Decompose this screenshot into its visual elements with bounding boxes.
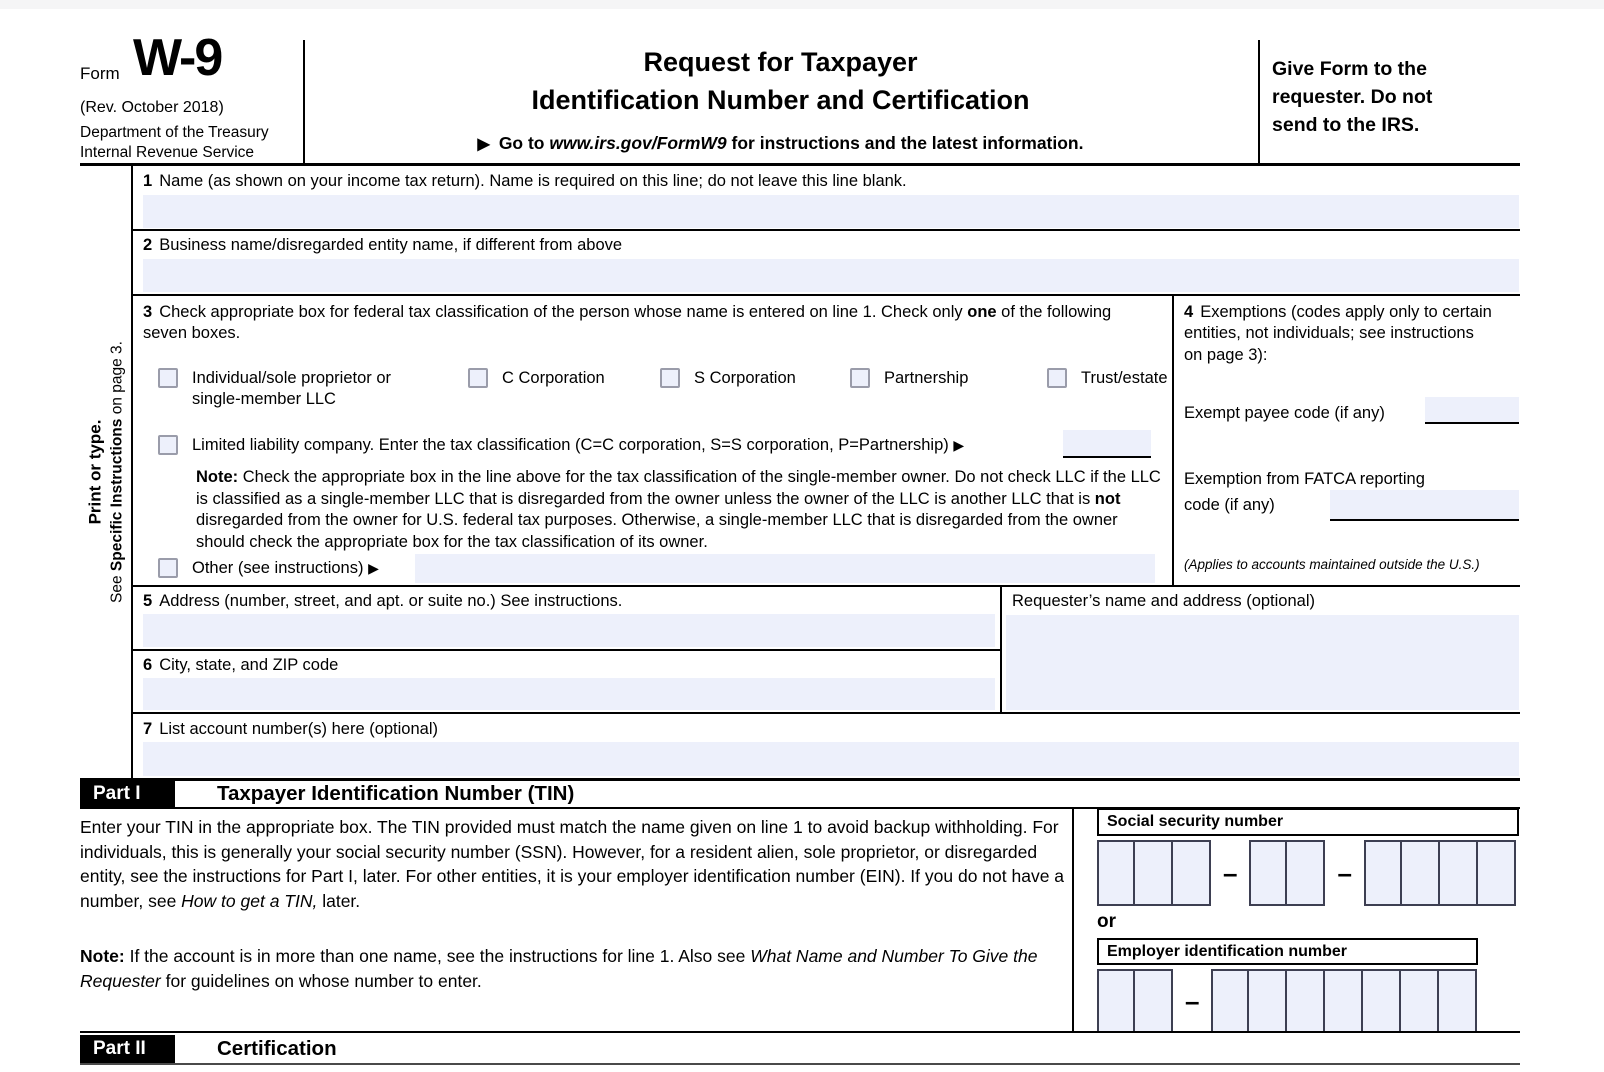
line5-label xyxy=(143,591,983,612)
name-input[interactable] xyxy=(143,195,1519,228)
checkbox-llc[interactable] xyxy=(158,435,178,455)
tin-cell-group xyxy=(1097,969,1173,1033)
form-title-line2: Identification Number and Certification xyxy=(531,84,1030,115)
label-text: Exemptions (codes apply only to certain entities, not individuals; see instructions on page 3): xyxy=(1184,303,1492,364)
line-number: 5 xyxy=(143,592,153,610)
ein-cell[interactable] xyxy=(1211,969,1249,1033)
line6-label xyxy=(143,655,983,676)
divider xyxy=(131,165,133,778)
page-top-edge xyxy=(0,0,1604,9)
italic-text: How to get a TIN, xyxy=(181,890,318,911)
goto-prefix-text: Go to xyxy=(498,132,550,153)
bold-text: Note: xyxy=(80,946,125,966)
account-numbers-input[interactable] xyxy=(143,742,1519,776)
part1-note xyxy=(80,944,1068,993)
ssn-cell[interactable] xyxy=(1249,840,1287,906)
exempt-payee-code-input[interactable] xyxy=(1425,397,1519,424)
ein-cell[interactable] xyxy=(1439,969,1477,1033)
label-text: later. xyxy=(317,890,361,911)
label-text: Check appropriate box for federal tax classification of the person whose name is entered on line 1. Check only xyxy=(159,303,968,321)
checkbox-c-corporation[interactable] xyxy=(468,368,488,388)
address-input[interactable] xyxy=(143,614,995,647)
goto-url-text: www.irs.gov/FormW9 xyxy=(549,132,727,153)
text-run: on page 3. xyxy=(108,340,125,419)
checkbox-label: S Corporation xyxy=(694,369,796,387)
other-arrow-icon: ▶ xyxy=(368,560,379,576)
ein-cell[interactable] xyxy=(1097,969,1135,1033)
checkbox-label: C Corporation xyxy=(502,369,605,387)
city-state-zip-input[interactable] xyxy=(143,678,995,710)
label-text: Limited liability company. Enter the tax classification (C=C corporation, S=S corporation, P=Partnership) xyxy=(192,436,949,454)
tax-class-option-c-corporation xyxy=(468,368,605,389)
form-title-line1: Request for Taxpayer xyxy=(643,47,918,77)
tin-cell-group xyxy=(1249,840,1325,906)
ssn-cell[interactable] xyxy=(1287,840,1325,906)
ein-cell[interactable] xyxy=(1287,969,1325,1033)
tin-dash: – xyxy=(1223,858,1238,888)
label-text: disregarded from the owner for U.S. federal tax purposes. Otherwise, a single-member LLC that is disregarded from the owner should check the appropriate box for the tax classification of its owner. xyxy=(196,511,1118,551)
line-number: 2 xyxy=(143,236,153,254)
sidebar-note xyxy=(80,165,131,778)
ssn-cell[interactable] xyxy=(1173,840,1211,906)
exempt-payee-label: Exempt payee code (if any) xyxy=(1184,404,1385,422)
form-title-block xyxy=(303,44,1258,154)
ein-cell[interactable] xyxy=(1135,969,1173,1033)
line-number: 4 xyxy=(1184,303,1194,321)
tax-class-option-partnership xyxy=(850,368,968,389)
divider xyxy=(80,1031,1520,1033)
tax-class-option-other xyxy=(158,558,379,579)
goto-suffix-text: for instructions and the latest information. xyxy=(726,132,1084,153)
tin-dash: – xyxy=(1185,986,1200,1016)
ssn-cell[interactable] xyxy=(1097,840,1135,906)
label-text: If the account is in more than one name, see the instructions for line 1. Also see xyxy=(124,946,751,966)
bold-text: Specific Instructions xyxy=(108,418,125,571)
ssn-cell[interactable] xyxy=(1364,840,1402,906)
requester-label: Requester’s name and address (optional) xyxy=(1012,592,1315,610)
or-label: or xyxy=(1097,911,1116,932)
label-text: City, state, and ZIP code xyxy=(159,656,339,674)
sidebar-rotated-text xyxy=(85,341,126,603)
see-instructions-text xyxy=(108,341,126,603)
tin-cell-group xyxy=(1211,969,1477,1033)
checkbox-label xyxy=(192,558,379,579)
llc-arrow-icon: ▶ xyxy=(953,437,965,453)
form-number: W-9 xyxy=(133,29,222,87)
checkbox-trust-estate[interactable] xyxy=(1047,368,1067,388)
label-text: Business name/disregarded entity name, if different from above xyxy=(159,236,623,254)
ein-cell[interactable] xyxy=(1363,969,1401,1033)
checkbox-s-corporation[interactable] xyxy=(660,368,680,388)
fatca-code-input[interactable] xyxy=(1330,490,1519,521)
label-text: for guidelines on whose number to enter. xyxy=(160,970,482,991)
part1-instructions xyxy=(80,815,1068,913)
checkbox-partnership[interactable] xyxy=(850,368,870,388)
ssn-cell[interactable] xyxy=(1478,840,1516,906)
ein-label-box xyxy=(1097,938,1478,965)
part1-title: Taxpayer Identification Number (TIN) xyxy=(217,782,575,805)
checkbox-other[interactable] xyxy=(158,558,178,578)
form-service: Internal Revenue Service xyxy=(80,144,255,161)
line-number: 1 xyxy=(143,172,153,190)
label-text: Enter your TIN in the appropriate box. The TIN provided must match the name given on line 1 to avoid backup withholding. For individuals, this is generally your social security number (SSN). However, for a resident alien, sole proprietor, or disregarded entity, see the instructions for Part I, later. For other entities, it is your employer identification number (EIN). If you do not have a number, see xyxy=(80,817,1065,911)
part1-badge: Part I xyxy=(80,781,175,807)
llc-note xyxy=(196,467,1164,553)
divider xyxy=(1172,294,1174,585)
ssn-cell[interactable] xyxy=(1440,840,1478,906)
line1-label xyxy=(143,171,1503,192)
label-text: Name (as shown on your income tax return). Name is required on this line; do not leave this line blank. xyxy=(159,172,907,190)
text-run: See xyxy=(108,570,125,603)
label-text: Other (see instructions) xyxy=(192,559,364,577)
checkbox-label: Trust/estate xyxy=(1081,369,1168,387)
tax-class-option-llc xyxy=(158,435,1054,456)
divider xyxy=(1258,40,1260,165)
divider xyxy=(131,649,1000,651)
part2-header xyxy=(80,1035,1520,1065)
ein-label: Employer identification number xyxy=(1107,942,1348,960)
line3-label xyxy=(143,302,1148,344)
label-text: Check the appropriate box in the line above for the tax classification of the single-member owner. Do not check LLC if the LLC is classified as a single-member LLC that is disregarded from the owner unless the owner of the LLC is another LLC that is xyxy=(196,468,1161,508)
line4-label xyxy=(1184,302,1496,366)
tin-cell-group xyxy=(1364,840,1516,906)
form-revision: (Rev. October 2018) xyxy=(80,99,224,116)
label-text: Address (number, street, and apt. or suite no.) See instructions. xyxy=(159,592,623,610)
form-word: Form xyxy=(80,64,120,83)
checkbox-label: Partnership xyxy=(884,369,969,387)
divider xyxy=(131,712,1520,714)
divider xyxy=(1072,807,1074,1033)
line-number: 6 xyxy=(143,656,153,674)
label-text: of the following seven boxes. xyxy=(143,303,1112,343)
checkbox-label xyxy=(192,435,1054,456)
ssn-cells xyxy=(1097,840,1516,906)
ein-cell[interactable] xyxy=(1249,969,1287,1033)
form-department: Department of the Treasury xyxy=(80,124,269,141)
line2-label xyxy=(143,235,1503,256)
checkbox-label: Individual/sole proprietor or single-member LLC xyxy=(192,369,392,408)
fatca-label-line1: Exemption from FATCA reporting xyxy=(1184,470,1425,488)
divider xyxy=(131,229,1520,231)
print-or-type-text: Print or type. xyxy=(85,419,104,524)
ein-cell[interactable] xyxy=(1325,969,1363,1033)
tax-class-option-individual xyxy=(158,368,422,410)
fatca-label-line2: code (if any) xyxy=(1184,496,1275,514)
ein-cells xyxy=(1097,969,1477,1033)
divider xyxy=(131,294,1520,296)
divider xyxy=(1000,585,1002,712)
ssn-label-box xyxy=(1097,808,1519,836)
llc-classification-input[interactable] xyxy=(1063,430,1151,458)
part2-title: Certification xyxy=(217,1037,337,1060)
business-name-input[interactable] xyxy=(143,259,1519,292)
tax-class-option-trust-estate xyxy=(1047,368,1168,389)
label-text: List account number(s) here (optional) xyxy=(159,720,438,738)
requester-name-address-input[interactable] xyxy=(1006,615,1519,710)
tin-dash: – xyxy=(1337,858,1352,888)
divider xyxy=(80,163,1520,166)
line-number: 3 xyxy=(143,303,153,321)
divider xyxy=(131,585,1520,587)
tin-cell-group xyxy=(1097,840,1211,906)
italic-text: What Name and Number To Give the Requester xyxy=(80,946,1038,991)
divider xyxy=(303,40,305,165)
checkbox-individual[interactable] xyxy=(158,368,178,388)
ssn-cell[interactable] xyxy=(1135,840,1173,906)
bold-text: not xyxy=(1094,489,1121,508)
goto-arrow-icon: ▶ xyxy=(477,135,490,153)
ssn-cell[interactable] xyxy=(1402,840,1440,906)
part2-badge: Part II xyxy=(80,1035,175,1063)
line7-label xyxy=(143,719,1503,740)
give-form-notice: Give Form to the requester. Do not send to the IRS. xyxy=(1272,58,1433,136)
other-classification-input[interactable] xyxy=(415,554,1155,583)
goto-instructions-line xyxy=(303,133,1258,154)
ein-cell[interactable] xyxy=(1401,969,1439,1033)
tax-class-option-s-corporation xyxy=(660,368,796,389)
ssn-label: Social security number xyxy=(1107,813,1284,830)
part1-header xyxy=(80,781,1520,809)
line-number: 7 xyxy=(143,720,153,738)
bold-text: one xyxy=(967,303,997,321)
fatca-applies-note: (Applies to accounts maintained outside the U.S.) xyxy=(1184,557,1480,572)
bold-text: Note: xyxy=(196,468,239,486)
